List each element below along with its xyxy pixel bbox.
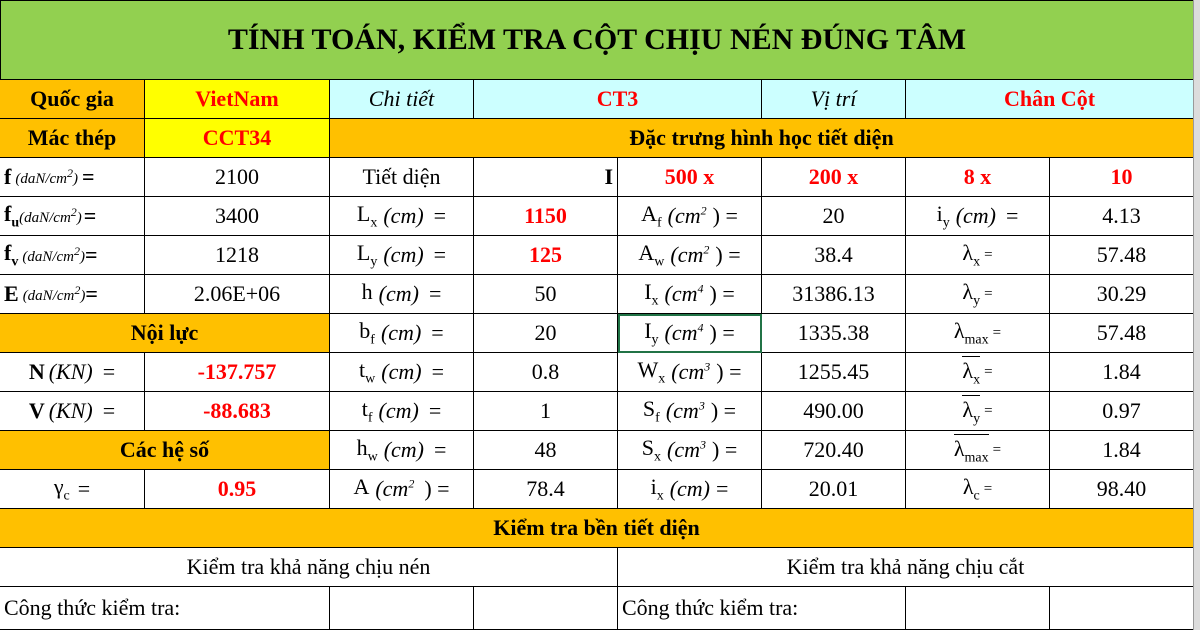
symbol: $\lambda_c$ — [962, 473, 980, 504]
section-prop-value[interactable]: 38.4 — [762, 236, 906, 275]
slenderness-value[interactable]: 0.97 — [1050, 392, 1194, 431]
symbol: f — [4, 164, 12, 189]
symbol: E — [4, 281, 19, 306]
unit: $(daN/cm^2)$ — [15, 166, 78, 187]
equals: ) = — [709, 320, 735, 345]
geom-value[interactable]: 1 — [474, 392, 618, 431]
geom-value[interactable]: 48 — [474, 431, 618, 470]
equals: = — [992, 441, 1002, 458]
geom-label[interactable] — [330, 236, 474, 275]
geom-label[interactable] — [330, 470, 474, 509]
blank-cell[interactable] — [906, 587, 1050, 630]
equals: = — [85, 242, 98, 267]
slenderness-label[interactable] — [906, 392, 1050, 431]
slenderness-label[interactable] — [906, 431, 1050, 470]
coefficients-header[interactable]: Các hệ số — [0, 431, 330, 470]
country-value[interactable]: VietNam — [145, 80, 330, 119]
symbol: $t_w$ — [359, 356, 376, 387]
compression-formula-label[interactable]: Công thức kiểm tra: — [0, 587, 330, 630]
unit: (cm) — [383, 203, 424, 228]
section-prop-label[interactable] — [618, 314, 762, 353]
symbol: $\lambda_{max}$ — [953, 317, 989, 348]
geom-value[interactable]: 0.8 — [474, 353, 618, 392]
symbol: $A_f$ — [641, 200, 662, 231]
geom-value[interactable]: 50 — [474, 275, 618, 314]
geom-label[interactable] — [330, 353, 474, 392]
slenderness-value[interactable]: 1.84 — [1050, 431, 1194, 470]
unit: ($cm^4$ — [664, 320, 704, 345]
sheet-title[interactable]: TÍNH TOÁN, KIỂM TRA CỘT CHỊU NÉN ĐÚNG TÂM — [0, 0, 1194, 80]
gamma-label[interactable] — [0, 470, 145, 509]
equals: = — [428, 398, 442, 423]
gamma-value[interactable]: 0.95 — [145, 470, 330, 509]
section-prop-label[interactable] — [618, 470, 762, 509]
section-prop-value[interactable]: 490.00 — [762, 392, 906, 431]
equals: = — [716, 476, 729, 501]
section-prop-value[interactable]: 20.01 — [762, 470, 906, 509]
section-width[interactable]: 200 x — [762, 158, 906, 197]
axial-force-label[interactable] — [0, 353, 145, 392]
symbol: $S_f$ — [642, 395, 660, 426]
section-label[interactable]: Tiết diện — [330, 158, 474, 197]
slenderness-label[interactable] — [906, 275, 1050, 314]
shear-force-value[interactable]: -88.683 — [145, 392, 330, 431]
blank-cell[interactable] — [1050, 587, 1194, 630]
equals: = — [102, 359, 116, 384]
section-prop-label[interactable] — [618, 392, 762, 431]
unit: $(daN/cm^2)$ — [22, 244, 85, 265]
slenderness-label[interactable] — [906, 314, 1050, 353]
equals: = — [433, 242, 447, 267]
section-shape[interactable]: I — [474, 158, 618, 197]
symbol: $S_x$ — [641, 434, 662, 465]
unit: ($cm^2$ — [670, 242, 710, 267]
shear-check-title[interactable]: Kiểm tra khả năng chịu cắt — [618, 548, 1194, 587]
section-prop-value[interactable]: 1255.45 — [762, 353, 906, 392]
unit: (cm) — [381, 359, 422, 384]
section-prop-value[interactable]: 720.40 — [762, 431, 906, 470]
position-value[interactable]: Chân Cột — [906, 80, 1194, 119]
equals: ) = — [712, 437, 738, 462]
symbol: $\lambda_{max}$ — [953, 435, 989, 466]
section-prop-label[interactable] — [618, 236, 762, 275]
equals: ) = — [709, 281, 735, 306]
unit: ($cm^2$ — [667, 203, 707, 228]
symbol: A — [353, 473, 370, 499]
symbol: $L_y$ — [356, 239, 378, 270]
unit: (cm) — [669, 476, 710, 501]
geom-label[interactable] — [330, 392, 474, 431]
section-prop-label[interactable] — [618, 353, 762, 392]
material-e-label[interactable] — [0, 275, 145, 314]
section-prop-value[interactable]: 31386.13 — [762, 275, 906, 314]
unit: ($cm^3$ — [671, 359, 711, 384]
shear-force-label[interactable] — [0, 392, 145, 431]
equals: = — [984, 246, 993, 263]
unit: (KN) — [48, 398, 93, 423]
steel-value[interactable]: CCT34 — [145, 119, 330, 158]
material-fu-label[interactable] — [0, 197, 145, 236]
geom-value[interactable]: 1150 — [474, 197, 618, 236]
symbol: $b_f$ — [359, 317, 375, 348]
unit: ($cm^2$ — [375, 476, 415, 501]
equals: = — [984, 285, 993, 302]
equals: = — [992, 324, 1002, 341]
geom-label[interactable] — [330, 314, 474, 353]
equals: = — [433, 203, 447, 228]
shear-formula-label[interactable]: Công thức kiểm tra: — [618, 587, 906, 630]
section-height[interactable]: 500 x — [618, 158, 762, 197]
symbol: $I_x$ — [644, 278, 659, 309]
country-label[interactable]: Quốc gia — [0, 80, 145, 119]
unit: (KN) — [48, 359, 93, 384]
geom-label[interactable] — [330, 197, 474, 236]
section-properties-header[interactable]: Đặc trưng hình học tiết diện — [330, 119, 1194, 158]
geom-value[interactable]: 125 — [474, 236, 618, 275]
symbol: $\lambda_y$ — [962, 278, 981, 309]
slenderness-label[interactable] — [906, 197, 1050, 236]
detail-label[interactable]: Chi tiết — [330, 80, 474, 119]
equals: ) = — [715, 242, 741, 267]
equals: = — [984, 363, 993, 380]
unit: $(daN/cm^2)$ — [22, 283, 86, 304]
equals: ) = — [710, 398, 737, 423]
section-prop-label[interactable] — [618, 275, 762, 314]
equals: = — [434, 437, 447, 462]
unit: (cm) — [383, 437, 424, 462]
symbol: $i_y$ — [936, 200, 950, 231]
equals: = — [83, 203, 97, 228]
symbol: $f_v$ — [4, 239, 19, 270]
axial-force-value[interactable]: -137.757 — [145, 353, 330, 392]
unit: ($cm^3$ — [667, 437, 706, 462]
section-prop-value[interactable]: 20 — [762, 197, 906, 236]
slenderness-value[interactable]: 98.40 — [1050, 470, 1194, 509]
section-prop-label[interactable] — [618, 197, 762, 236]
blank-cell[interactable] — [474, 587, 618, 630]
material-f-value[interactable]: 2100 — [145, 158, 330, 197]
equals: ) = — [424, 476, 450, 501]
equals: ) = — [716, 359, 742, 384]
blank-cell[interactable] — [330, 587, 474, 630]
symbol: $f_u$ — [4, 200, 20, 231]
unit: (cm) — [380, 320, 422, 345]
geom-label[interactable] — [330, 431, 474, 470]
compression-check-title[interactable]: Kiểm tra khả năng chịu nén — [0, 548, 618, 587]
symbol: V — [28, 398, 45, 423]
slenderness-value[interactable]: 57.48 — [1050, 236, 1194, 275]
material-e-value[interactable]: 2.06E+06 — [145, 275, 330, 314]
symbol: $I_y$ — [644, 317, 659, 348]
slenderness-label[interactable] — [906, 353, 1050, 392]
unit: (cm) — [378, 281, 419, 306]
slenderness-label[interactable] — [906, 236, 1050, 275]
symbol: $h_w$ — [356, 434, 378, 465]
slenderness-value[interactable]: 57.48 — [1050, 314, 1194, 353]
section-prop-value[interactable]: 1335.38 — [762, 314, 906, 353]
unit: ($cm^3$ — [665, 398, 705, 423]
symbol: h — [361, 278, 373, 304]
equals: = — [77, 476, 91, 501]
unit: ($cm^4$ — [664, 281, 704, 306]
slenderness-label[interactable] — [906, 470, 1050, 509]
geom-label[interactable] — [330, 275, 474, 314]
equals: = — [82, 164, 95, 189]
slenderness-value[interactable]: 1.84 — [1050, 353, 1194, 392]
vertical-scrollbar[interactable] — [1193, 0, 1200, 630]
symbol: $L_x$ — [356, 200, 378, 231]
symbol: $t_f$ — [361, 395, 373, 426]
symbol: N — [28, 359, 45, 384]
strength-check-header[interactable]: Kiểm tra bền tiết diện — [0, 509, 1194, 548]
equals: = — [431, 359, 444, 384]
equals: = — [983, 480, 993, 497]
symbol: $W_x$ — [637, 356, 666, 387]
unit: $(daN/cm^2)$ — [19, 205, 82, 226]
unit: (cm) — [955, 203, 996, 228]
position-label[interactable]: Vị trí — [762, 80, 906, 119]
equals: = — [984, 402, 993, 419]
steel-label[interactable]: Mác thép — [0, 119, 145, 158]
symbol: $\lambda_x$ — [962, 357, 981, 388]
material-fv-value[interactable]: 1218 — [145, 236, 330, 275]
geom-value[interactable]: 20 — [474, 314, 618, 353]
material-f-label[interactable] — [0, 158, 145, 197]
material-fv-label[interactable] — [0, 236, 145, 275]
equals: = — [1006, 203, 1019, 228]
equals: = — [102, 398, 116, 423]
symbol: $\lambda_x$ — [962, 239, 981, 270]
unit: (cm) — [383, 242, 424, 267]
internal-forces-header[interactable]: Nội lực — [0, 314, 330, 353]
symbol: $i_x$ — [650, 473, 664, 504]
equals: ) = — [712, 203, 738, 228]
slenderness-value[interactable]: 30.29 — [1050, 275, 1194, 314]
section-web-thickness[interactable]: 8 x — [906, 158, 1050, 197]
slenderness-value[interactable]: 4.13 — [1050, 197, 1194, 236]
detail-value[interactable]: CT3 — [474, 80, 762, 119]
equals: = — [85, 281, 98, 306]
unit: (cm) — [378, 398, 419, 423]
equals: = — [431, 320, 444, 345]
material-fu-value[interactable]: 3400 — [145, 197, 330, 236]
symbol: $\gamma_c$ — [53, 473, 70, 504]
geom-value[interactable]: 78.4 — [474, 470, 618, 509]
symbol: $A_w$ — [638, 239, 665, 270]
symbol: $\lambda_y$ — [962, 396, 981, 427]
section-prop-label[interactable] — [618, 431, 762, 470]
equals: = — [428, 281, 442, 306]
section-flange-thickness[interactable]: 10 — [1050, 158, 1194, 197]
